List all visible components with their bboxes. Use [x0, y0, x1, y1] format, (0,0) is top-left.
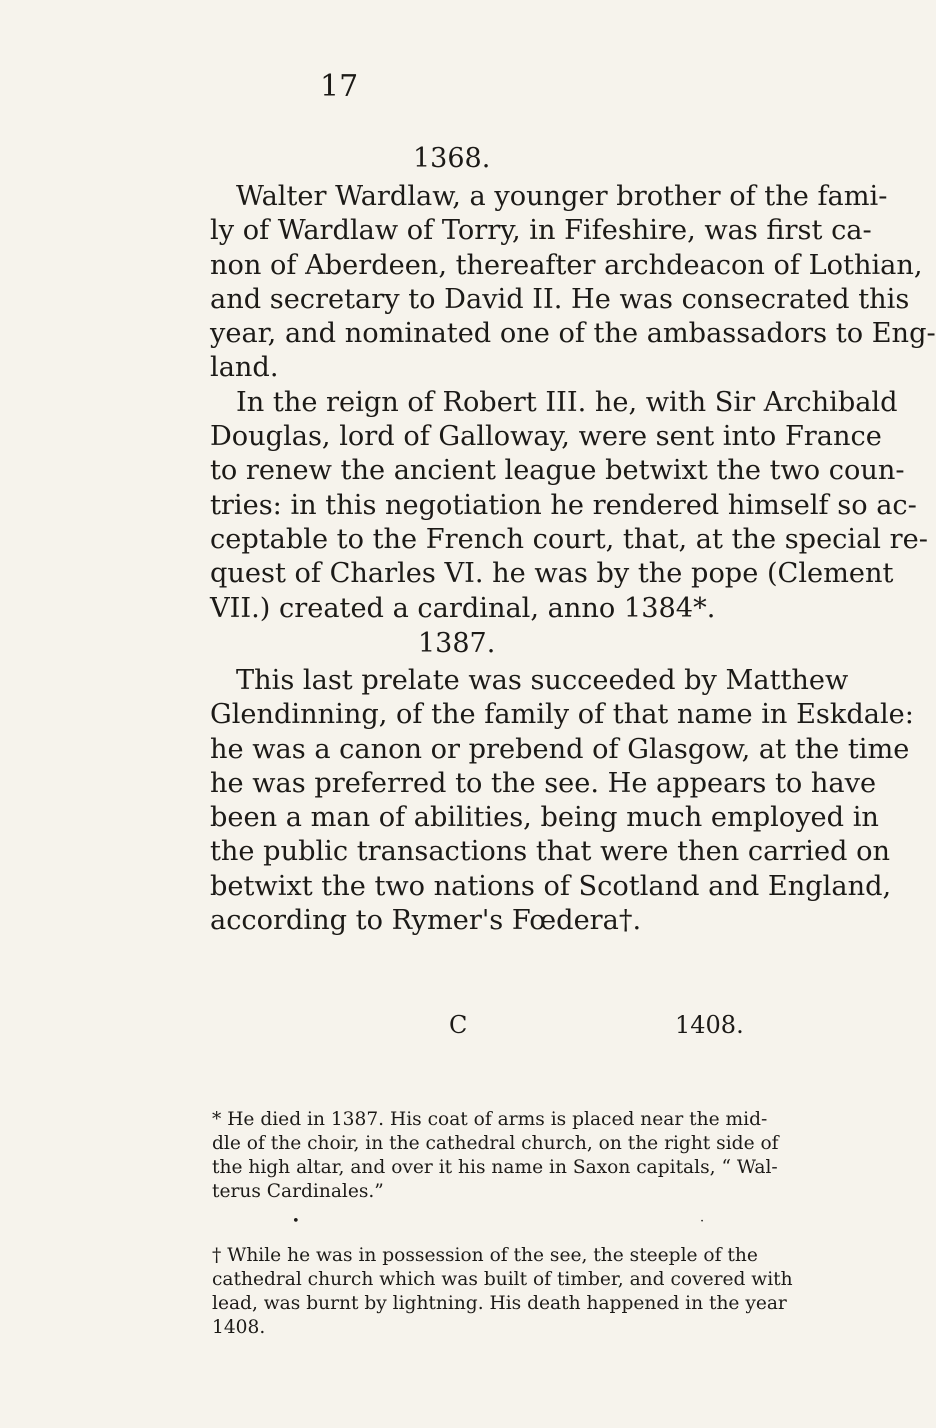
body-line: In the reign of Robert III. he, with Sir Archibald — [236, 386, 898, 418]
footnote-line: * He died in 1387. His coat of arms is placed near the mid- — [212, 1109, 768, 1130]
body-line: Walter Wardlaw, a younger brother of the fami- — [236, 181, 888, 212]
body-line: year, and nominated one of the ambassadors to Eng- — [210, 318, 936, 350]
signature-mark: C — [449, 1011, 468, 1039]
body-line: he was a canon or prebend of Glasgow, at the time — [210, 733, 910, 765]
catchword: 1408. — [675, 1011, 744, 1039]
body-line: and secretary to David II. He was consecrated this — [210, 283, 910, 315]
body-line: This last prelate was succeeded by Matthew — [236, 665, 849, 696]
page-number: 17 — [320, 69, 359, 104]
body-line: the public transactions that were then carried on — [210, 836, 890, 868]
body-line: betwixt the two nations of Scotland and England, — [210, 870, 892, 902]
body-line: Douglas, lord of Galloway, were sent into France — [210, 421, 882, 453]
footnote-line: lead, was burnt by lightning. His death happened in the year — [212, 1293, 787, 1314]
footnote-line: † While he was in possession of the see, the steeple of the — [212, 1245, 758, 1266]
body-line: tries: in this negotiation he rendered himself so ac- — [210, 489, 917, 521]
printer-mark: • — [292, 1214, 300, 1229]
footnote-line: the high altar, and over it his name in Saxon capitals, “ Wal- — [212, 1157, 778, 1178]
body-line: been a man of abilities, being much employed in — [210, 802, 879, 834]
footnotes — [212, 1108, 793, 1340]
body-line: to renew the ancient league betwixt the two coun- — [210, 455, 905, 487]
footnote-line: dle of the choir, in the cathedral church, on the right side of — [212, 1133, 779, 1154]
body-line: according to Rymer's Fœdera†. — [210, 905, 642, 937]
body-line: Glendinning, of the family of that name in Eskdale: — [210, 699, 914, 731]
entry-year-1387: 1387. — [418, 628, 496, 659]
footnote-gap — [212, 1204, 752, 1244]
body-line: ceptable to the French court, that, at the special re- — [210, 523, 928, 555]
body-line: VII.) created a cardinal, anno 1384*. — [210, 592, 716, 624]
body-line: land. — [210, 352, 279, 384]
footnote-line: terus Cardinales.” — [212, 1181, 384, 1202]
printer-mark: · — [700, 1214, 705, 1229]
wardlaw-entry — [210, 180, 936, 626]
body-line: he was preferred to the see. He appears to have — [210, 767, 877, 799]
footnote-line: cathedral church which was built of timber, and covered with — [212, 1269, 793, 1290]
glendinning-entry — [210, 664, 914, 938]
body-line: ly of Wardlaw of Torry, in Fifeshire, was first ca- — [210, 215, 872, 247]
entry-year-1368: 1368. — [413, 143, 491, 174]
footnote-line: 1408. — [212, 1317, 266, 1338]
body-line: non of Aberdeen, thereafter archdeacon of Lothian, — [210, 249, 923, 281]
body-line: quest of Charles VI. he was by the pope (Clement — [210, 558, 894, 590]
